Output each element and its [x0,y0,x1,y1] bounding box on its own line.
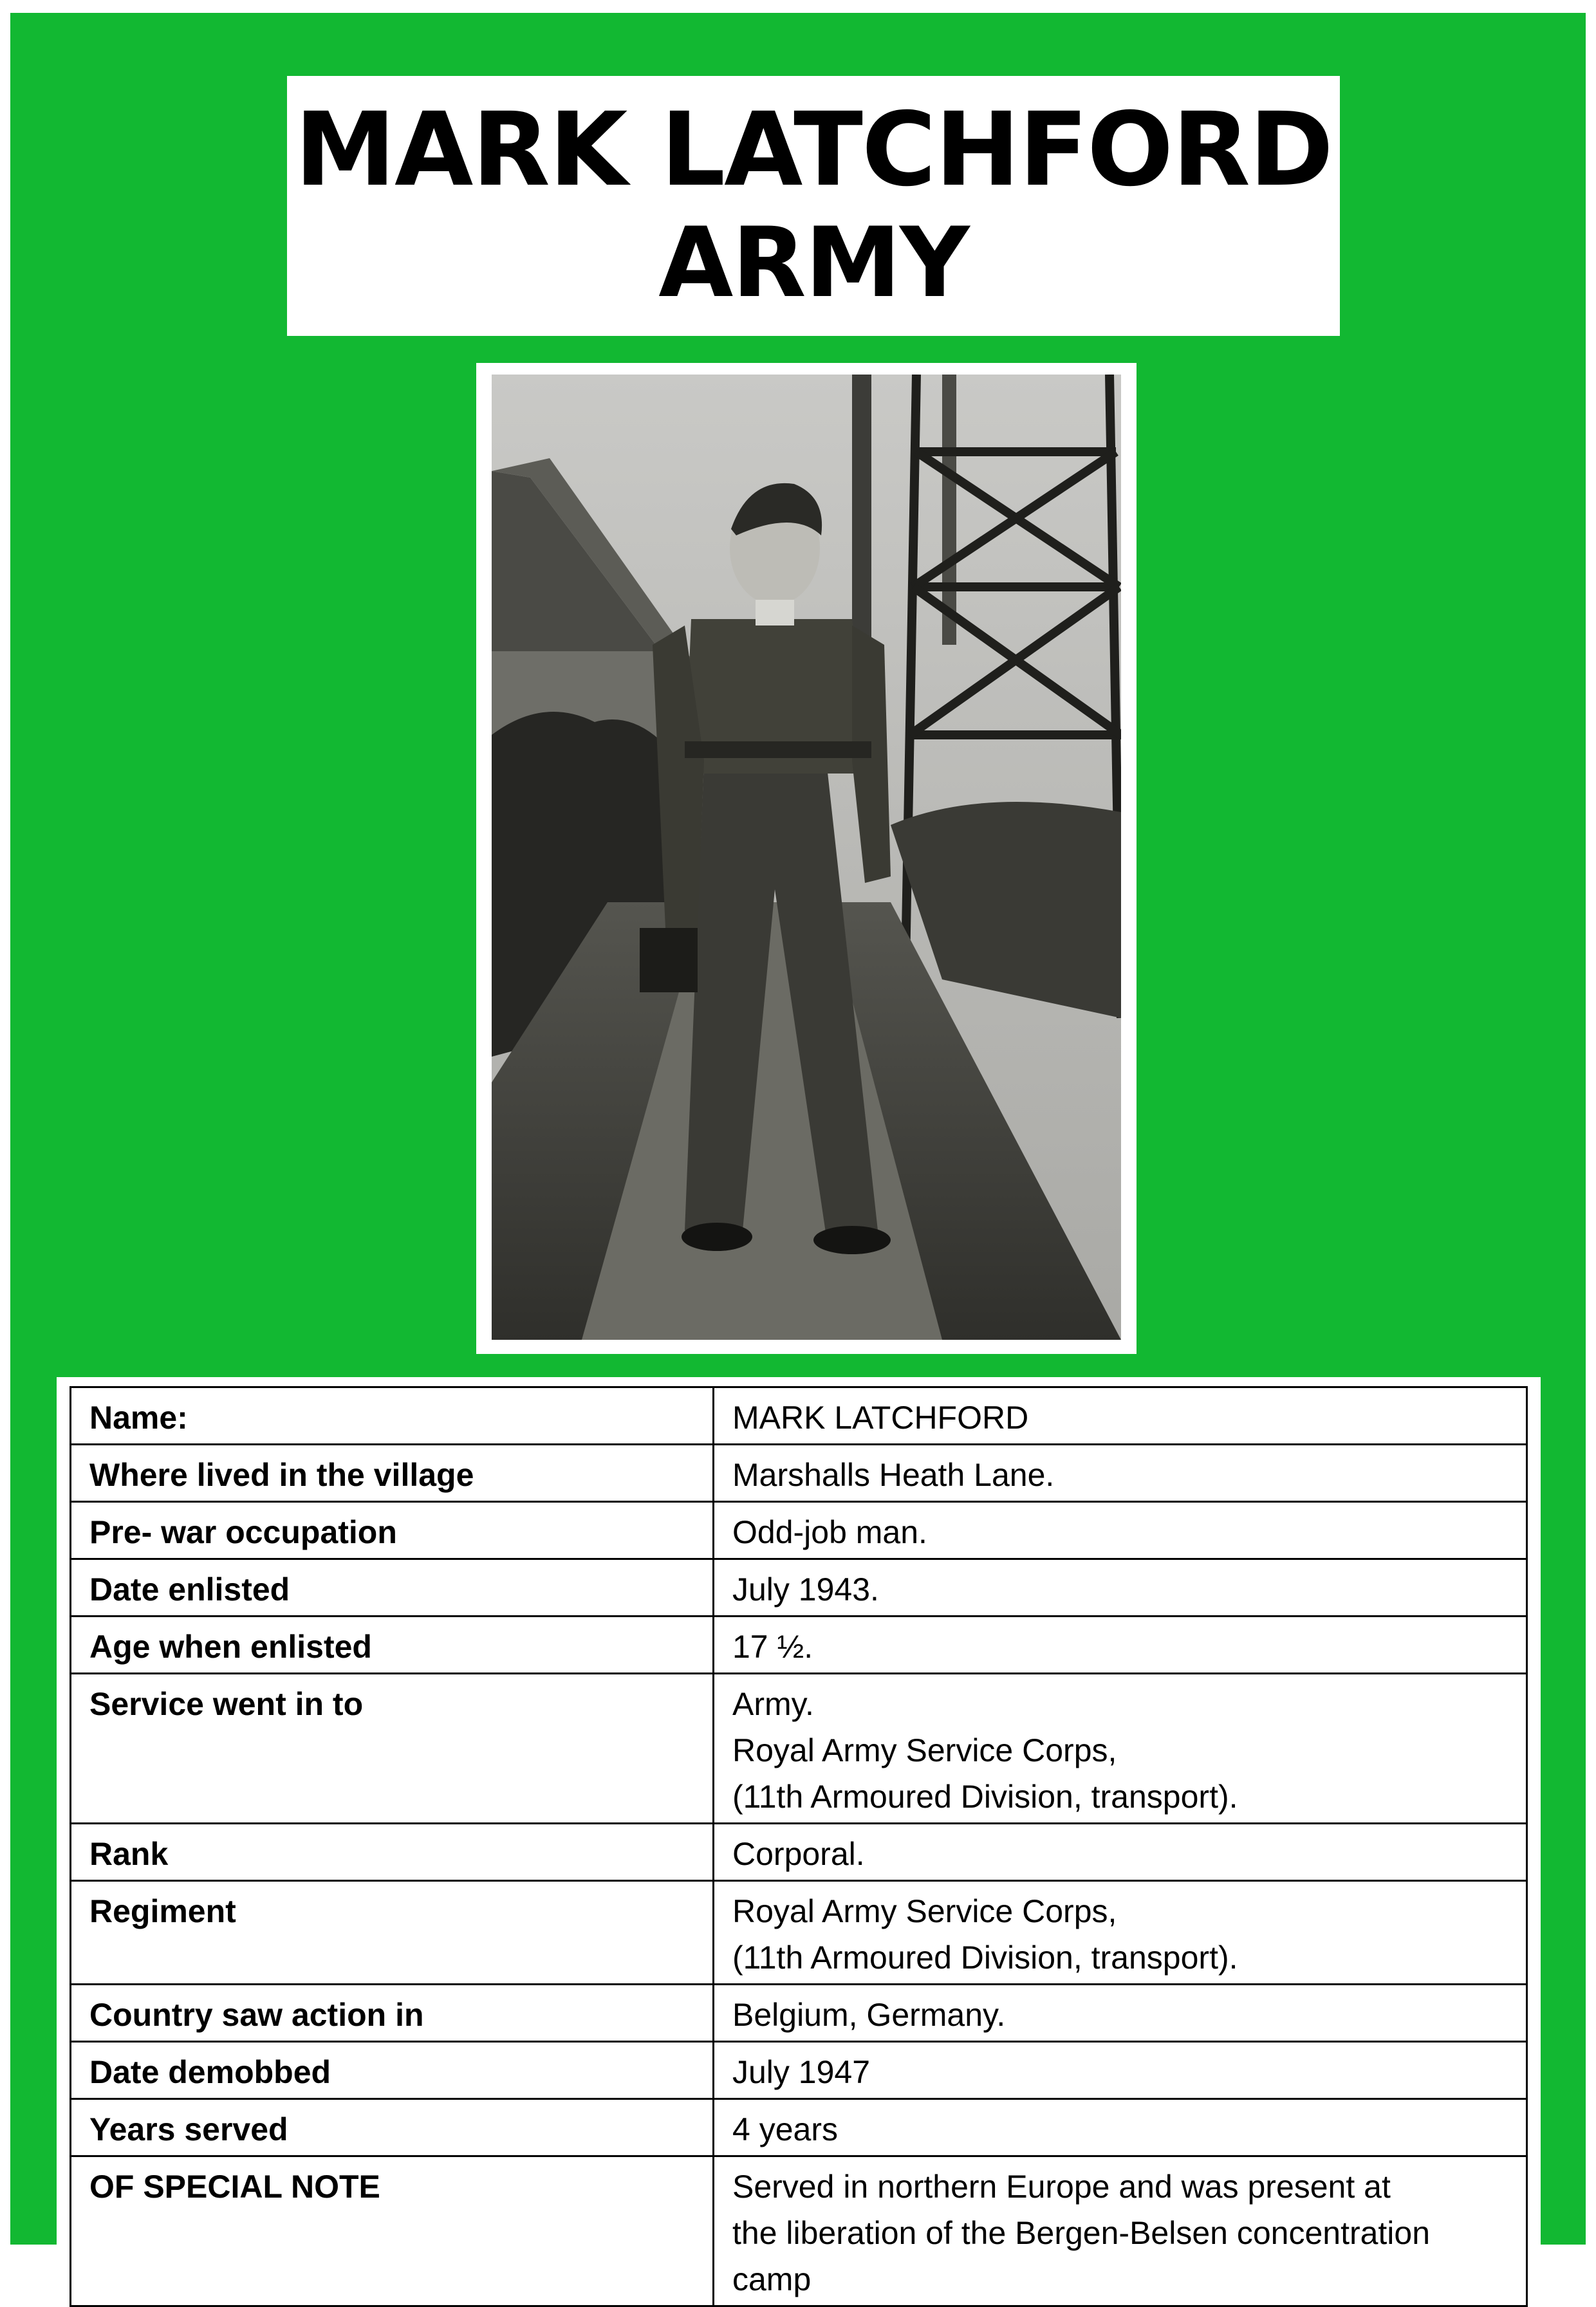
soldier-portrait-photo [492,375,1121,1340]
row-value-line: Army. [732,1686,814,1722]
row-label: Date demobbed [71,2042,714,2099]
row-value [714,1559,1527,1617]
table-row [71,2099,1527,2156]
row-label: Rank [71,1824,714,1881]
row-value [714,1824,1527,1881]
row-label: Regiment [71,1881,714,1985]
title-banner [287,76,1340,336]
row-value-line: Served in northern Europe and was present at [732,2169,1391,2205]
row-label: Years served [71,2099,714,2156]
row-value-line: July 1943. [732,1571,879,1607]
table-row [71,1387,1527,1445]
row-value [714,1881,1527,1985]
soldier-photo-illustration [492,375,1121,1340]
row-value-line: Odd-job man. [732,1514,927,1550]
row-value-line: Royal Army Service Corps, [732,1732,1117,1768]
service-record-table [70,1386,1528,2307]
table-row [71,1502,1527,1559]
row-value [714,2099,1527,2156]
photo-frame [476,363,1137,1354]
row-value [714,1674,1527,1824]
row-label: Pre- war occupation [71,1502,714,1559]
page-title: MARK LATCHFORD [294,91,1333,210]
row-value [714,1387,1527,1445]
row-label: Country saw action in [71,1985,714,2042]
service-record-panel [57,1377,1541,2297]
row-value-line: July 1947 [732,2054,871,2090]
table-row [71,2156,1527,2306]
row-value-line: Corporal. [732,1836,865,1872]
row-value-line: camp [732,2261,812,2297]
table-row [71,1445,1527,1502]
row-value [714,1445,1527,1502]
row-value-line: Marshalls Heath Lane. [732,1457,1055,1493]
service-subtitle: ARMY [658,207,969,320]
row-label: Service went in to [71,1674,714,1824]
table-row [71,1824,1527,1881]
row-label: Where lived in the village [71,1445,714,1502]
row-value [714,2042,1527,2099]
row-value-line: (11th Armoured Division, transport). [732,1779,1238,1815]
table-row [71,1881,1527,1985]
row-label: OF SPECIAL NOTE [71,2156,714,2306]
row-value-line: 17 ½. [732,1629,813,1665]
row-value [714,1985,1527,2042]
row-value [714,2156,1527,2306]
row-value-line: the liberation of the Bergen-Belsen concentration [732,2215,1431,2251]
table-row [71,1617,1527,1674]
row-value-line: MARK LATCHFORD [732,1400,1029,1436]
row-value-line: Royal Army Service Corps, [732,1893,1117,1929]
row-value-line: 4 years [732,2111,838,2147]
row-value-line: Belgium, Germany. [732,1997,1006,2033]
table-row [71,2042,1527,2099]
row-value-line: (11th Armoured Division, transport). [732,1940,1238,1976]
table-row [71,1674,1527,1824]
row-value [714,1617,1527,1674]
table-row [71,1559,1527,1617]
row-label: Name: [71,1387,714,1445]
table-row [71,1985,1527,2042]
row-label: Date enlisted [71,1559,714,1617]
row-value [714,1502,1527,1559]
row-label: Age when enlisted [71,1617,714,1674]
